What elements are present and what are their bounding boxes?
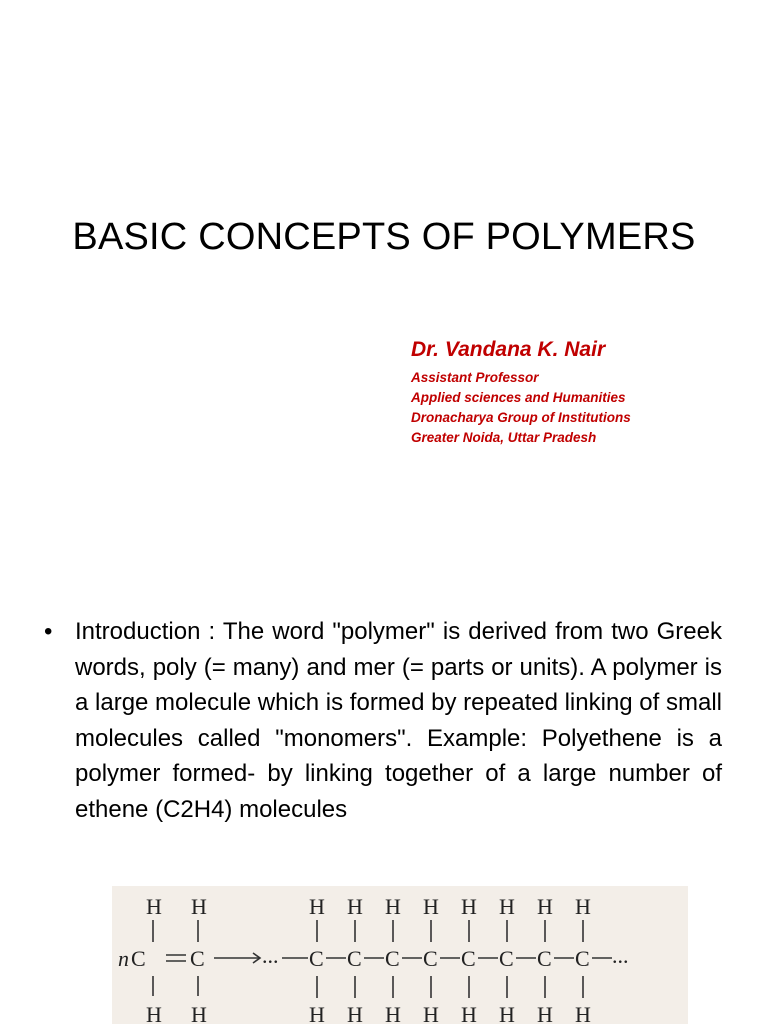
atom-c: C bbox=[423, 946, 438, 971]
atom-h: H bbox=[309, 894, 325, 919]
author-location: Greater Noida, Uttar Pradesh bbox=[411, 430, 597, 445]
atom-h: H bbox=[423, 894, 439, 919]
atom-c: C bbox=[347, 946, 362, 971]
slide-title: BASIC CONCEPTS OF POLYMERS bbox=[72, 216, 696, 258]
bullet-dot-icon: • bbox=[44, 618, 53, 645]
atom-c: C bbox=[499, 946, 514, 971]
atom-h: H bbox=[461, 1002, 477, 1024]
atom-h: H bbox=[575, 894, 591, 919]
atom-h: H bbox=[423, 1002, 439, 1024]
author-block bbox=[411, 338, 631, 448]
atom-c: C bbox=[309, 946, 324, 971]
content-slide bbox=[0, 578, 768, 1024]
atom-h: H bbox=[537, 894, 553, 919]
bullet-text: Introduction : The word "polymer" is derived from two Greek words, poly (= many) and mer (= parts or units). A polymer is a large molecule which is formed by repeated linking of small molecules called "monomers". Example: Polyethene is a polymer formed- by linking together of a large number of ethene (C2H4) molecules bbox=[75, 618, 722, 823]
atom-h: H bbox=[146, 1002, 162, 1024]
atom-c: C bbox=[461, 946, 476, 971]
polyethene-equation-diagram bbox=[112, 886, 688, 1024]
atom-h: H bbox=[146, 894, 162, 919]
atom-c: C bbox=[537, 946, 552, 971]
atom-h: H bbox=[347, 1002, 363, 1024]
bullet-list bbox=[44, 614, 722, 827]
chain-start-dots: ... bbox=[262, 943, 279, 968]
atom-h: H bbox=[537, 1002, 553, 1024]
atom-h: H bbox=[385, 894, 401, 919]
author-designation: Assistant Professor bbox=[411, 370, 539, 385]
author-name: Dr. Vandana K. Nair bbox=[411, 338, 606, 361]
atom-h: H bbox=[191, 894, 207, 919]
author-department: Applied sciences and Humanities bbox=[411, 390, 626, 405]
coefficient-n: n bbox=[118, 946, 129, 971]
atom-h: H bbox=[191, 1002, 207, 1024]
author-institution: Dronacharya Group of Institutions bbox=[411, 410, 631, 425]
atom-h: H bbox=[309, 1002, 325, 1024]
atom-c: C bbox=[131, 946, 146, 971]
chain-end-dots: ... bbox=[612, 943, 629, 968]
atom-h: H bbox=[575, 1002, 591, 1024]
atom-c: C bbox=[190, 946, 205, 971]
bullet-introduction bbox=[44, 614, 722, 827]
atom-h: H bbox=[461, 894, 477, 919]
atom-c: C bbox=[385, 946, 400, 971]
polyethene-equation-image bbox=[112, 886, 688, 1024]
atom-h: H bbox=[499, 894, 515, 919]
atom-h: H bbox=[499, 1002, 515, 1024]
atom-h: H bbox=[347, 894, 363, 919]
atom-h: H bbox=[385, 1002, 401, 1024]
atom-c: C bbox=[575, 946, 590, 971]
